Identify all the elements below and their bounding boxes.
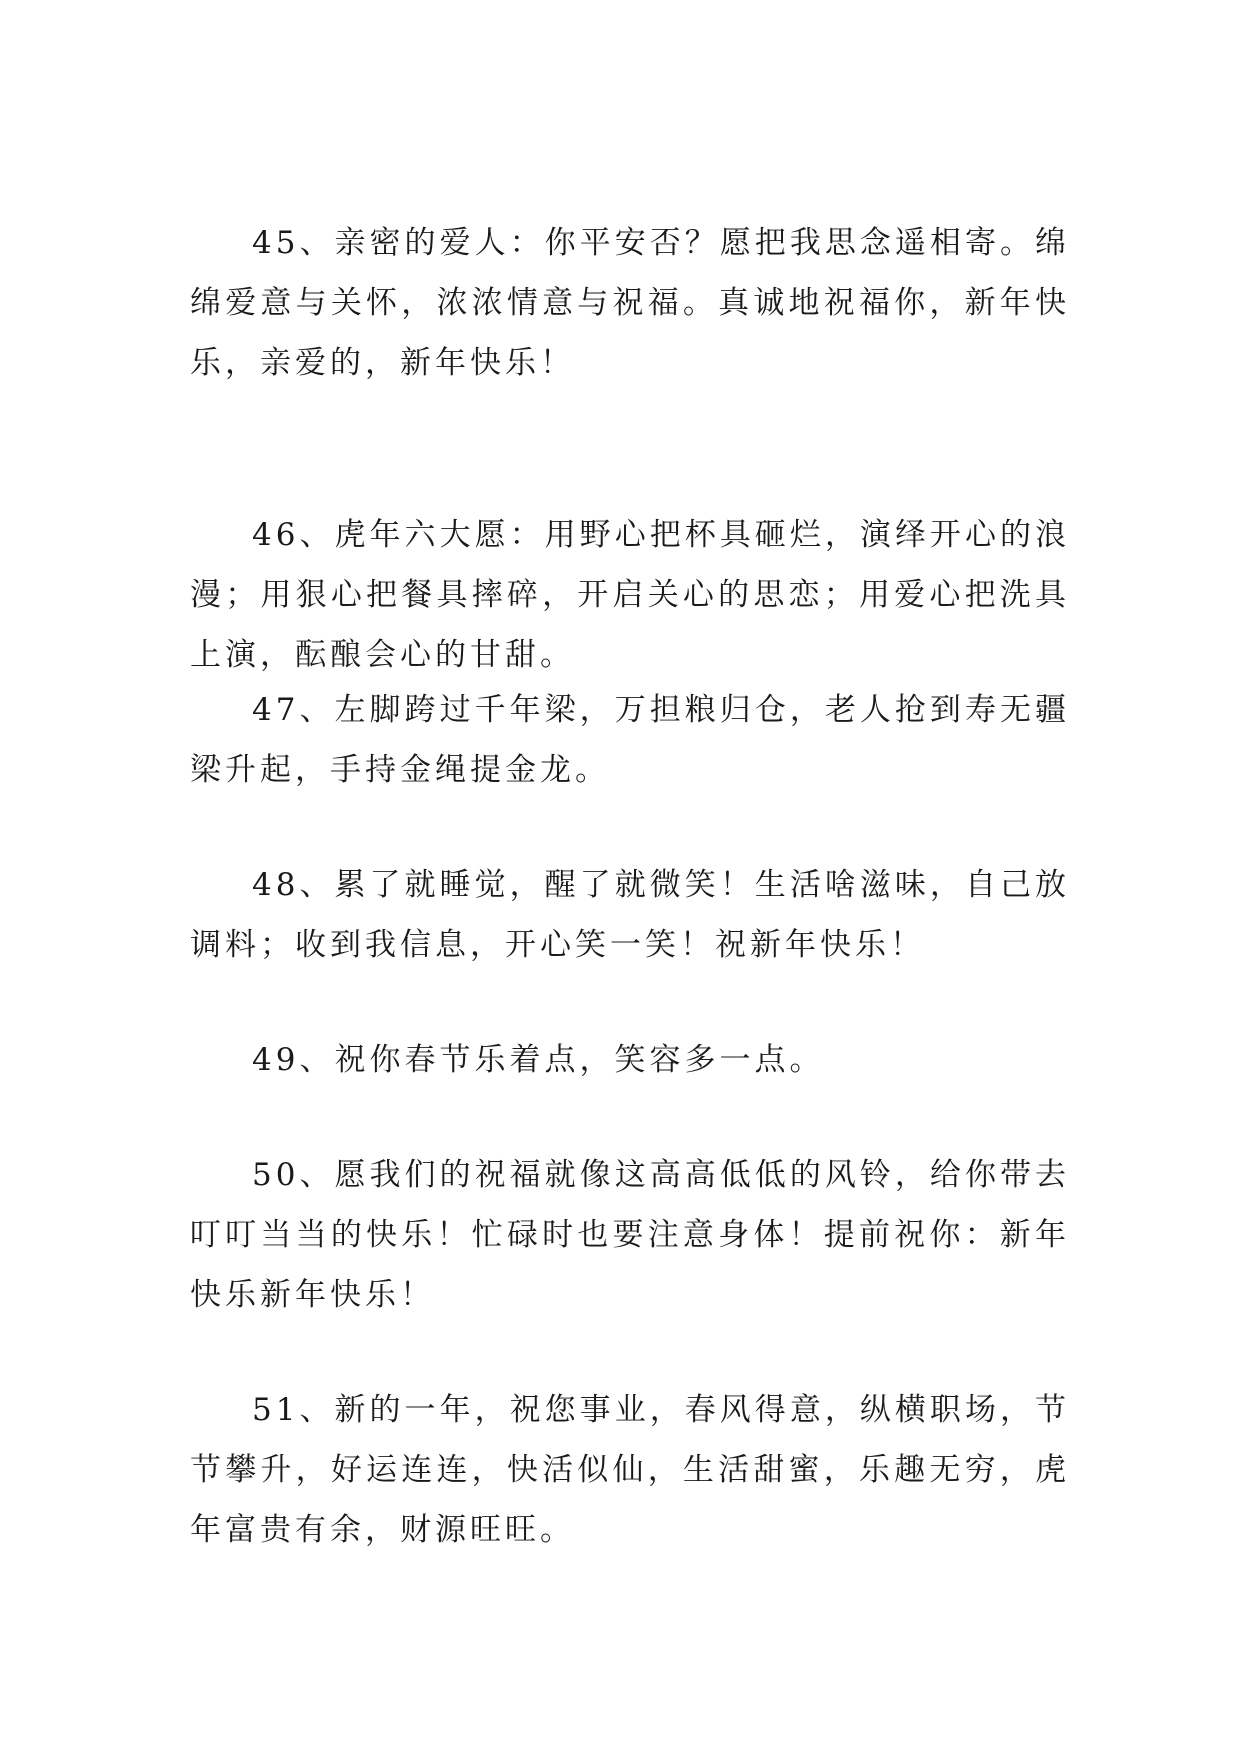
paragraph-47: 47、左脚跨过千年梁，万担粮归仓，老人抢到寿无疆梁升起，手持金绳提金龙。 [190,692,1070,788]
paragraph-46: 46、虎年六大愿：用野心把杯具砸烂，演绎开心的浪漫；用狠心把餐具摔碎，开启关心的思恋；用爱心把洗具上演，酝酿会心的甘甜。 [190,517,1070,673]
paragraph-49: 49、祝你春节乐着点，笑容多一点。 [252,1042,825,1078]
paragraph-45: 45、亲密的爱人：你平安否？愿把我思念遥相寄。绵绵爱意与关怀，浓浓情意与祝福。真诚地祝福你，新年快乐，亲爱的，新年快乐！ [190,225,1070,381]
paragraph-48: 48、累了就睡觉，醒了就微笑！生活啥滋味，自己放调料；收到我信息，开心笑一笑！祝新年快乐！ [190,867,1070,963]
paragraph-51: 51、新的一年，祝您事业，春风得意，纵横职场，节节攀升，好运连连，快活似仙，生活甜蜜，乐趣无穷，虎年富贵有余，财源旺旺。 [190,1392,1070,1548]
paragraph-50: 50、愿我们的祝福就像这高高低低的风铃，给你带去叮叮当当的快乐！忙碌时也要注意身体！提前祝你：新年快乐新年快乐！ [190,1157,1070,1313]
